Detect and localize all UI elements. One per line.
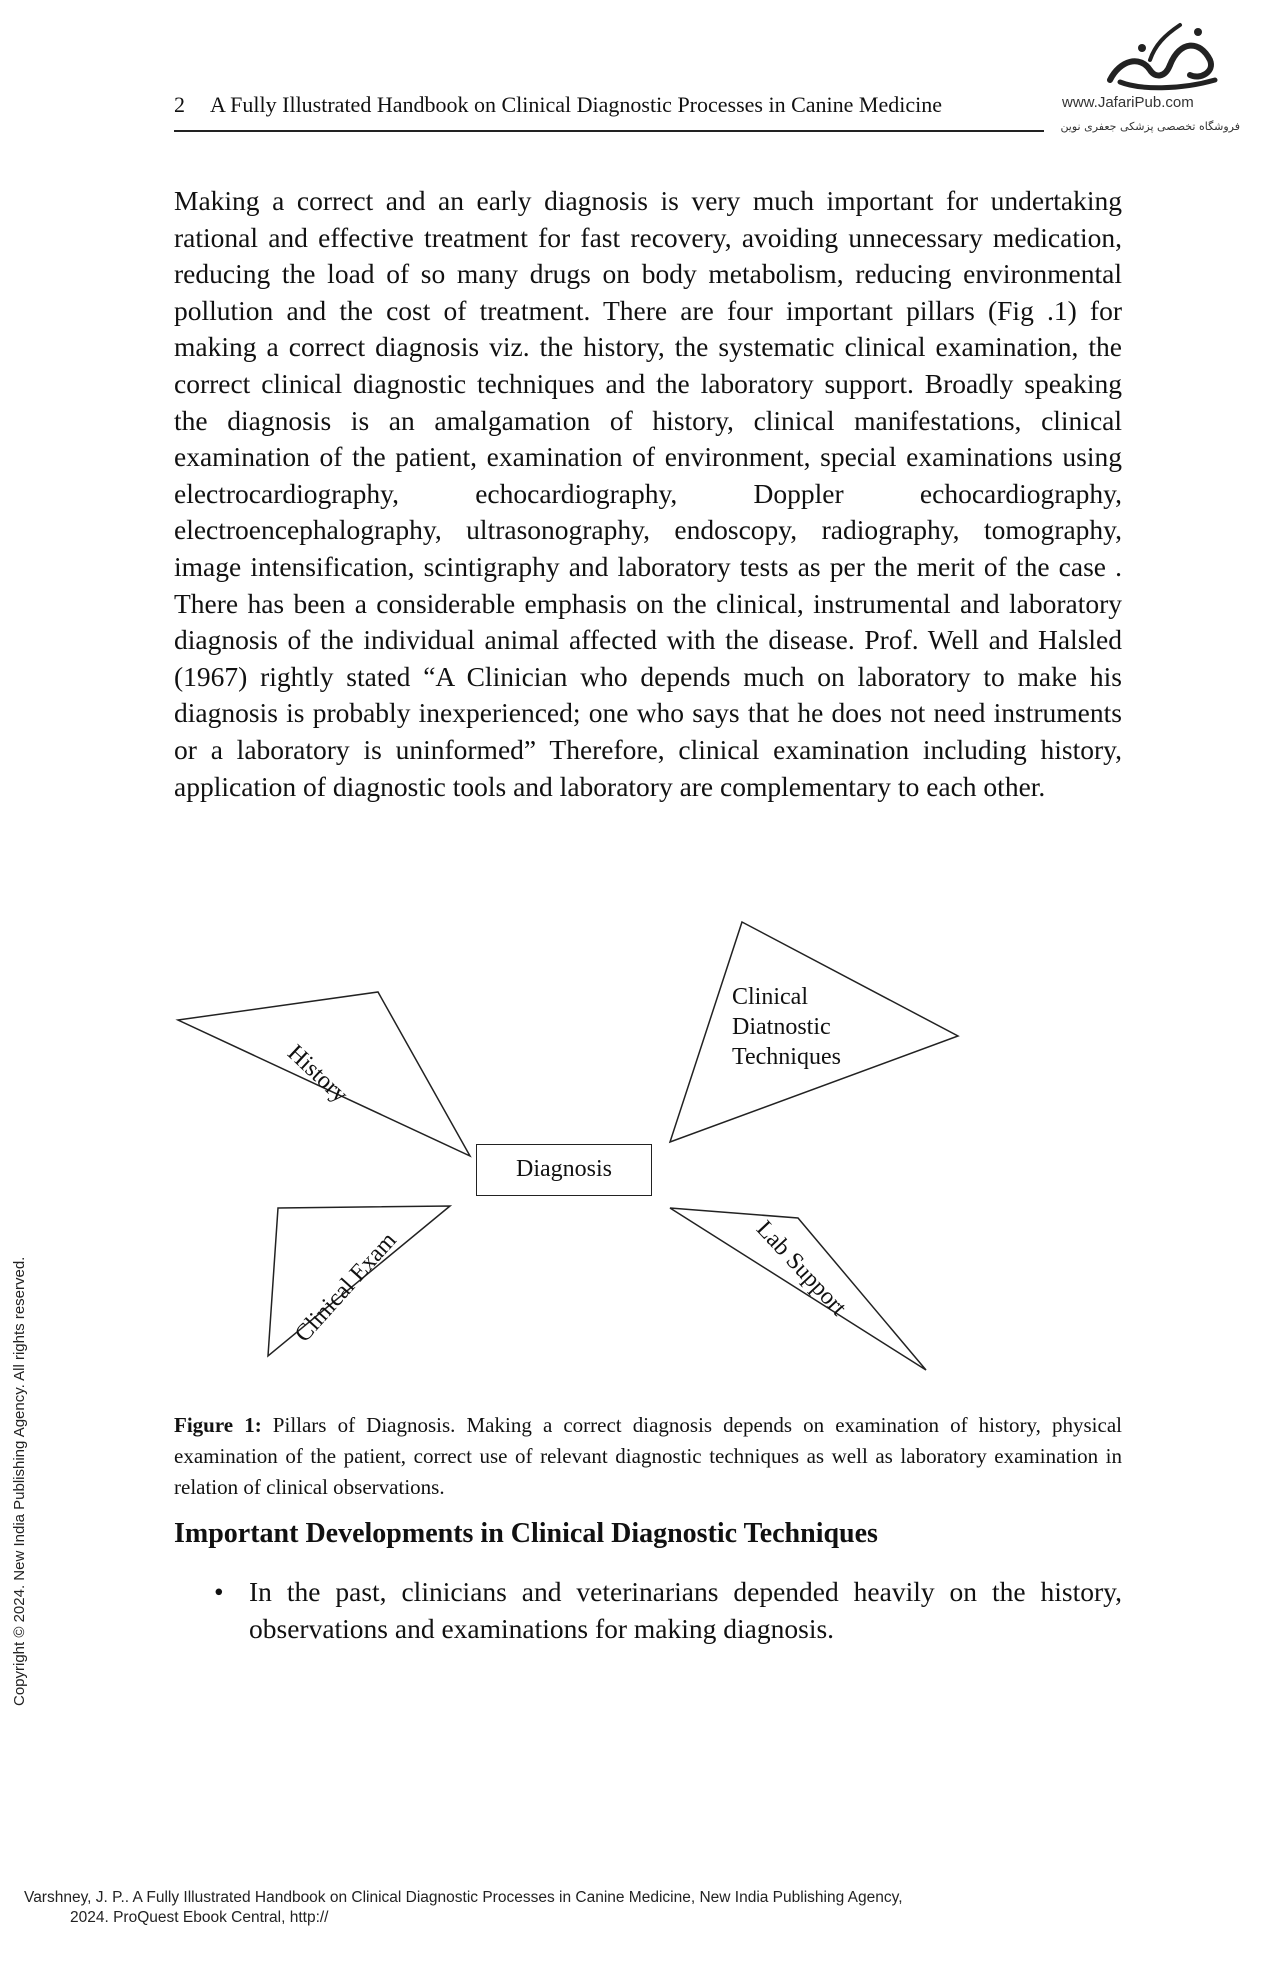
publisher-tagline: فروشگاه تخصصی پزشکی جعفری نوین (1060, 120, 1240, 133)
section-heading: Important Developments in Clinical Diagnostic Techniques (174, 1518, 878, 1549)
clinical-techniques-label-2: Diatnostic (732, 1014, 831, 1040)
footer-line-1: Varshney, J. P.. A Fully Illustrated Handbook on Clinical Diagnostic Processes in Canine Medicine, New India Publishing Agency, (24, 1889, 903, 1906)
publisher-url: www.JafariPub.com (1062, 94, 1194, 111)
publisher-logo (1050, 20, 1240, 145)
lab-support-label: Lab Support (750, 1216, 852, 1322)
running-header (174, 92, 1044, 132)
clinical-techniques-label-3: Techniques (732, 1044, 841, 1070)
running-title: A Fully Illustrated Handbook on Clinical Diagnostic Processes in Canine Medicine (210, 92, 942, 117)
page-number: 2 (174, 92, 185, 117)
diagnosis-box: Diagnosis (476, 1144, 652, 1196)
clinical-exam-label: Clinical Exam (290, 1227, 402, 1348)
figure-caption-label: Figure 1: (174, 1413, 262, 1437)
side-copyright: Copyright © 2024. New India Publishing Agency. All rights reserved. (11, 1256, 28, 1706)
bullet-list (174, 1574, 1122, 1647)
footer-line-2: 2024. ProQuest Ebook Central, http:// (70, 1909, 329, 1926)
clinical-techniques-label-1: Clinical (732, 984, 808, 1010)
bullet-icon: • (214, 1576, 224, 1607)
pillars-diagram (170, 900, 970, 1400)
footer-citation (24, 1888, 1024, 1928)
body-paragraph: Making a correct and an early diagnosis is very much important for undertaking rational and effective treatment for fast recovery, avoiding unnecessary medication, reducing the load of so many drugs on body metabolism, reducing environmental pollution and the cost of treatment. There are four important pillars (Fig .1) for making a correct diagnosis viz. the history, the systematic clinical examination, the correct clinical diagnostic techniques and the laboratory support. Broadly speaking the diagnosis is an amalgamation of history, clinical manifestations, clinical examination of the patient, examination of environment, special examinations using electrocardiography, echocardiography, Doppler echocardiography, electroencephalography, ultrasonography, endoscopy, radiography, tomography, image intensification, scintigraphy and laboratory tests as per the merit of the case . There has been a considerable emphasis on the clinical, instrumental and laboratory diagnosis of the individual animal affected with the disease. Prof. Well and Halsled (1967) rightly stated “A Clinician who depends much on laboratory to make his diagnosis is probably inexperienced; one who says that he does not need instruments or a laboratory is uninformed” Therefore, clinical examination including history, application of diagnostic tools and laboratory are complementary to each other. (174, 185, 1122, 802)
figure-caption-text: Pillars of Diagnosis. Making a correct diagnosis depends on examination of history, physical examination of the patient, correct use of relevant diagnostic techniques as well as laboratory examination in relation of clinical observations. (174, 1413, 1122, 1499)
lab-support-triangle (670, 1208, 926, 1370)
logo-calligraphy-icon (1050, 20, 1240, 100)
list-item-text: In the past, clinicians and veterinarians depended heavily on the history, observations and examinations for making diagnosis. (249, 1576, 1122, 1644)
history-label: History (282, 1040, 353, 1109)
figure-caption (174, 1410, 1122, 1503)
list-item (174, 1574, 1122, 1647)
